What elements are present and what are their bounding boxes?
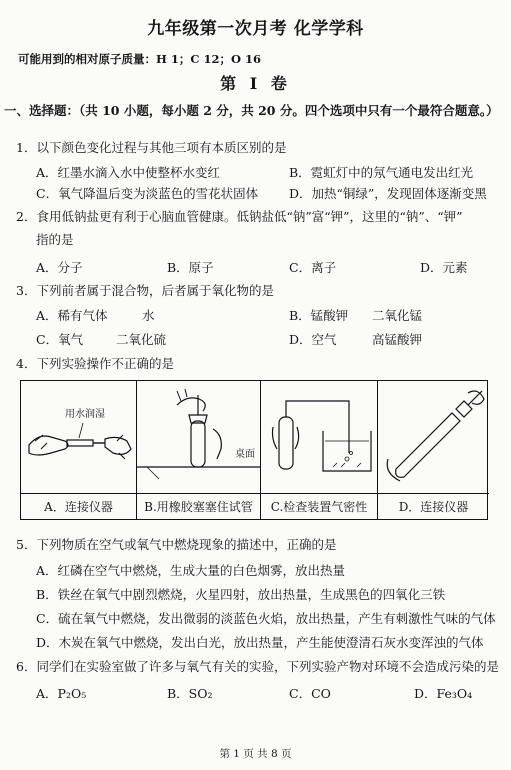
- question-4-stem: 4．下列实验操作不正确的是: [16, 356, 174, 371]
- exam-title: 九年级第一次月考 化学学科: [147, 19, 364, 39]
- operation-b-cell: [137, 381, 261, 519]
- q3-option-d-oxide: 高锰酸钾: [372, 332, 423, 347]
- q2-option-d: D．元素: [420, 260, 468, 275]
- volume-heading: 第 Ⅰ 卷: [220, 74, 291, 93]
- operation-a-caption: A．连接仪器: [44, 500, 113, 514]
- connect-tubing-illustration: [21, 383, 137, 491]
- operation-c-cell: [261, 381, 378, 519]
- desk-label: 桌面: [235, 449, 255, 460]
- q3-option-b-oxide: 二氧化锰: [372, 308, 423, 323]
- atomic-masses: 可能用到的相对原子质量：H 1；C 12；O 16: [18, 52, 262, 66]
- q3-option-c: C．氧气: [36, 332, 84, 347]
- q6-option-c: C．CO: [289, 686, 331, 701]
- question-6-stem: 6．同学们在实验室做了许多与氧气有关的实验，下列实验产物对环境不会造成污染的是: [16, 659, 499, 674]
- insert-tube-illustration: [378, 383, 489, 491]
- q1-option-c: C．氧气降温后变为淡蓝色的雪花状固体: [36, 186, 259, 201]
- question-3-stem: 3．下列前者属于混合物，后者属于氧化物的是: [16, 283, 274, 298]
- q1-option-b: B．霓虹灯中的氖气通电发出红光: [289, 165, 474, 180]
- question-2-stem: 2．食用低钠盐更有利于心脑血管健康。低钠盐低“钠”富“钾”，这里的“钠”、“钾”: [16, 209, 463, 224]
- q5-option-b: B．铁丝在氧气中剧烈燃烧，火星四射，放出热量，生成黑色的四氧化三铁: [36, 587, 446, 602]
- q5-option-a: A．红磷在空气中燃烧，生成大量的白色烟雾，放出热量: [36, 563, 346, 578]
- q3-option-c-oxide: 二氧化硫: [116, 332, 167, 347]
- q3-option-a: A．稀有气体: [36, 308, 108, 323]
- q6-option-b: B．SO₂: [167, 686, 213, 701]
- q5-option-c: C．硫在氧气中燃烧，发出微弱的淡蓝色火焰，放出热量，产生有刺激性气味的气体: [36, 611, 496, 626]
- section-heading: 一、选择题：（共 10 小题，每小题 2 分，共 20 分。四个选项中只有一个最符合题意。）: [4, 103, 499, 118]
- stopper-tube-illustration: [137, 383, 261, 491]
- q6-option-d: D．Fe₃O₄: [414, 686, 473, 701]
- q2-option-a: A．分子: [36, 260, 83, 275]
- airtightness-check-illustration: [261, 383, 378, 491]
- q1-option-a: A．红墨水滴入水中使整杯水变红: [36, 165, 221, 180]
- q2-option-c: C．离子: [289, 260, 337, 275]
- water-label: 用水润湿: [65, 409, 105, 420]
- operation-a-cell: [21, 381, 137, 519]
- q1-option-d: D．加热“铜绿”，发现固体逐渐变黑: [289, 186, 487, 201]
- question-5-stem: 5．下列物质在空气或氧气中燃烧现象的描述中，正确的是: [16, 537, 337, 552]
- q6-option-a: A．P₂O₅: [36, 686, 87, 701]
- q3-option-a-oxide: 水: [142, 308, 155, 323]
- q3-option-b: B．锰酸钾: [289, 308, 349, 323]
- q2-option-b: B．原子: [167, 260, 214, 275]
- lab-operations-table: [20, 380, 488, 520]
- operation-d-cell: [378, 381, 489, 519]
- operation-d-caption: D．连接仪器: [398, 500, 469, 514]
- operation-b-caption: B.用橡胶塞塞住试管: [144, 500, 253, 514]
- q3-option-d: D．空气: [289, 332, 337, 347]
- page-footer: 第 1 页 共 8 页: [219, 748, 292, 760]
- operation-c-caption: C.检查装置气密性: [270, 500, 368, 514]
- q5-option-d: D．木炭在氧气中燃烧，发出白光，放出热量，产生能使澄清石灰水变浑浊的气体: [36, 635, 484, 650]
- question-2-stem-continued: 指的是: [36, 232, 74, 247]
- question-1-stem: 1．以下颜色变化过程与其他三项有本质区别的是: [16, 140, 287, 155]
